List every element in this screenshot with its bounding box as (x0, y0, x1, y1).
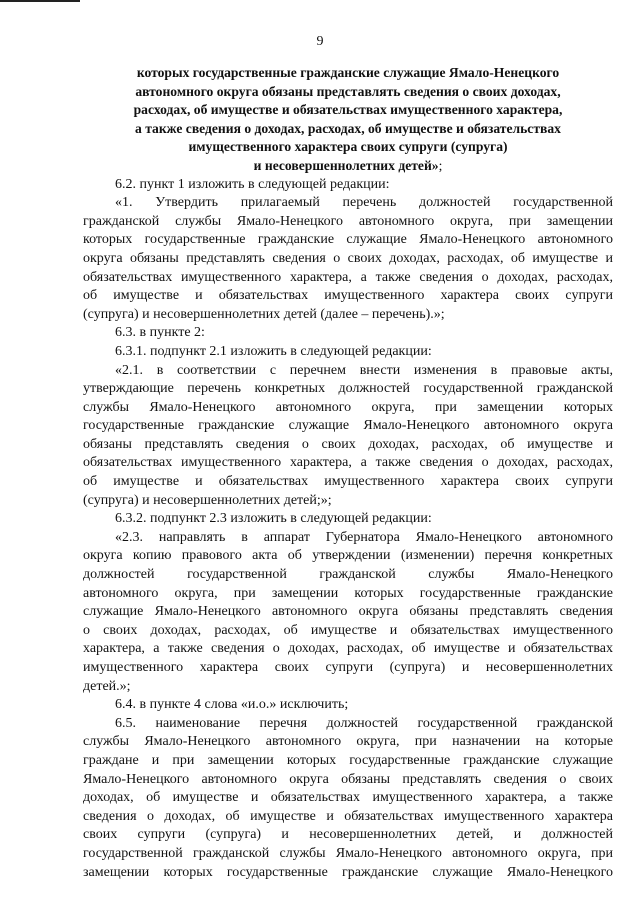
text-line: служащие Ямало-Ненецкого автономного округа обязаны представлять сведения (83, 604, 613, 620)
text-line: о своих доходах, расходах, об имуществе и обязательствах имущественного (83, 622, 613, 638)
paragraph (83, 696, 613, 715)
text-line: об имуществе и обязательствах имущественного характера своих супруги (83, 474, 613, 490)
text-line: которых государственные гражданские служащие Ямало-Ненецкого автономного (83, 232, 613, 248)
text-line: обязательствах имущественного характера, а также сведения о доходах, расходах, (83, 269, 613, 285)
text-line: автономного округа, при замещении которых государственные гражданские (83, 585, 613, 601)
heading-last-bold: и несовершеннолетних детей» (253, 157, 439, 173)
text-line: должностей государственной гражданской службы Ямало-Ненецкого (83, 567, 613, 583)
text-line: характера, а также сведения о доходах, расходах, об имуществе и обязательствах (83, 641, 613, 657)
document-body (83, 64, 613, 882)
text-line: «2.3. направлять в аппарат Губернатора Ямало-Ненецкого автономного (115, 529, 613, 545)
text-line: обязаны представлять сведения о своих доходах, расходах, об имуществе и (83, 436, 613, 452)
page-number: 9 (316, 34, 324, 49)
heading-line: имущественного характера своих супруги (супруга) (188, 139, 508, 155)
paragraph (83, 176, 613, 195)
paragraph (83, 529, 613, 696)
text-line: сведения о доходах, об имуществе и обязательствах имущественного характера (83, 808, 613, 824)
text-line: замещении которых государственные гражданские служащие Ямало-Ненецкого (83, 864, 613, 880)
heading-line: а также сведения о доходах, расходах, об имуществе и обязательствах (135, 120, 561, 136)
text-line: граждане и при замещении которых государственные гражданские служащие (83, 752, 613, 768)
paragraph (83, 362, 613, 511)
text-line: Ямало-Ненецкого автономного округа обязаны представлять сведения о своих (83, 771, 613, 787)
text-line: государственной гражданской службы Ямало-Ненецкого автономного округа, при (83, 845, 613, 861)
text-line: округа обязаны представлять сведения о своих доходах, расходах, об имуществе и (83, 250, 613, 266)
paragraph (83, 194, 613, 324)
text-line: 6.3.2. подпункт 2.3 изложить в следующей редакции: (115, 511, 432, 527)
text-line: своих супруги (супруга) и несовершеннолетних детей, и должностей (83, 827, 613, 843)
heading-line: автономного округа обязаны представлять сведения о своих доходах, (135, 83, 561, 99)
paragraph (83, 343, 613, 362)
text-line: 6.5. наименование перечня должностей государственной гражданской (115, 715, 613, 731)
text-line: службы Ямало-Ненецкого автономного округа, при замещении которых (83, 399, 613, 415)
text-line: доходах, об имуществе и обязательствах имущественного характера, а также (83, 790, 613, 806)
heading-line: которых государственные гражданские служащие Ямало-Ненецкого (136, 65, 560, 80)
paragraph (83, 510, 613, 529)
text-line: государственные гражданские служащие Ямало-Ненецкого автономного округа (83, 418, 613, 434)
paragraph (83, 715, 613, 882)
text-line: 6.4. в пункте 4 слова «и.о.» исключить; (115, 697, 349, 713)
text-line: «1. Утвердить прилагаемый перечень должностей государственной (115, 195, 613, 211)
text-line: об имуществе и обязательствах имущественного характера своих супруги (83, 288, 613, 304)
text-line: (супруга) и несовершеннолетних детей (далее – перечень).»; (83, 306, 445, 322)
text-line: 6.2. пункт 1 изложить в следующей редакции: (115, 176, 390, 192)
heading (83, 64, 613, 176)
top-rule (0, 0, 80, 2)
text-line: детей.»; (83, 678, 131, 694)
text-line: утверждающие перечень конкретных должностей государственной гражданской (83, 381, 613, 397)
heading-last-tail: ; (438, 157, 443, 173)
paragraph (83, 324, 613, 343)
text-line: 6.3.1. подпункт 2.1 изложить в следующей редакции: (115, 343, 432, 359)
text-line: службы Ямало-Ненецкого автономного округа, при назначении на которые (83, 734, 613, 750)
text-line: округа копию правового акта об утверждении (изменении) перечня конкретных (83, 548, 613, 564)
text-line: 6.3. в пункте 2: (115, 325, 205, 341)
text-line: «2.1. в соответствии с перечнем внести изменения в правовые акты, (115, 362, 613, 378)
text-line: имущественного характера своих супруги (супруга) и несовершеннолетних (83, 660, 613, 675)
heading-line: расходах, об имуществе и обязательствах имущественного характера, (133, 102, 563, 118)
paragraphs (83, 176, 613, 883)
text-line: (супруга) и несовершеннолетних детей;»; (83, 492, 332, 508)
text-line: гражданской службы Ямало-Ненецкого автономного округа, при замещении (83, 213, 613, 229)
text-line: обязательствах имущественного характера, а также сведения о доходах, расходах, (83, 455, 613, 471)
heading-line (83, 157, 613, 176)
